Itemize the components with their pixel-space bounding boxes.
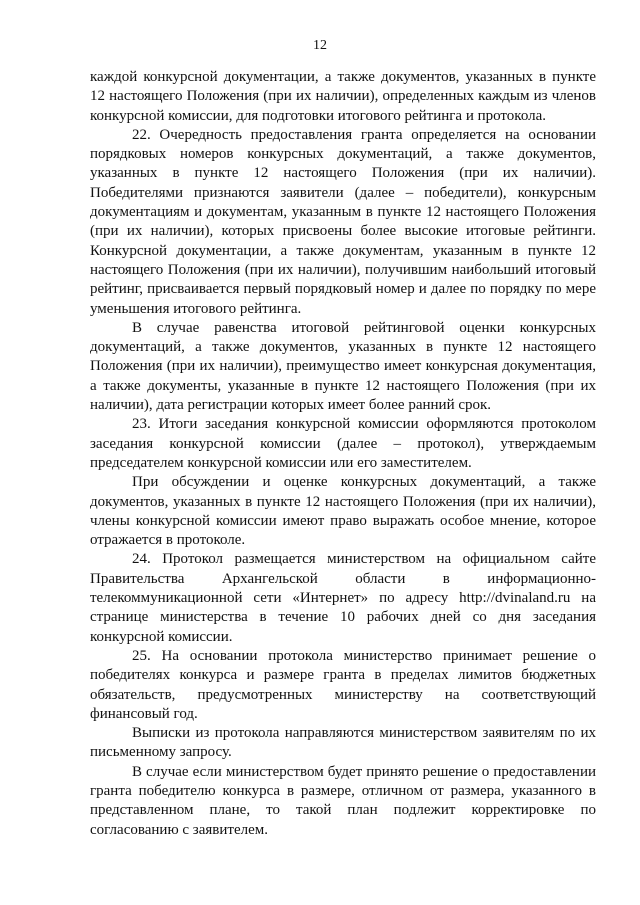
- paragraph-plan-correction: В случае если министерством будет принято решение о предоставлении гранта победителю конкурса в размере, отличном от размера, указанного в представленном плане, то такой план подлежит корректировке по согласованию с заявителем.: [90, 763, 596, 838]
- paragraph-continuation: каждой конкурсной документации, а также документов, указанных в пункте 12 настоящего Положения (при их наличии), определенных каждым из членов конкурсной комиссии, для подготовки итогового рейтинга и протокола.: [90, 69, 596, 124]
- paragraph-protocol-extracts: Выписки из протокола направляются министерством заявителям по их письменному запросу.: [90, 725, 596, 761]
- document-body: [90, 68, 596, 840]
- paragraph-clause-22: 22. Очередность предоставления гранта определяется на основании порядковых номеров конкурсных документаций, а также документов, указанных в пункте 12 настоящего Положения (при их наличии). Победителями признаются заявители (далее – победители), конкурсным документациям и документам, указанным в пункте 12 настоящего Положения (при их наличии), которых присвоены более высокие итоговые рейтинги. Конкурсной документации, а также документам, указанным в пункте 12 настоящего Положения (при их наличии), получившим наибольший итоговый рейтинг, присваивается первый порядковый номер и далее по порядку по мере уменьшения итогового рейтинга.: [90, 126, 596, 317]
- page-number: 12: [313, 38, 327, 53]
- paragraph-clause-23: 23. Итоги заседания конкурсной комиссии оформляются протоколом заседания конкурсной комиссии (далее – протокол), утверждаемым председателем конкурсной комиссии или его заместителем.: [90, 416, 596, 471]
- paragraph-tie-rating: В случае равенства итоговой рейтинговой оценки конкурсных документаций, а также документов, указанных в пункте 12 настоящего Положения (при их наличии), преимущество имеет конкурсная документация, а также документы, указанные в пункте 12 настоящего Положения (при их наличии), дата регистрации которых имеет более ранний срок.: [90, 319, 596, 414]
- paragraph-clause-24: 24. Протокол размещается министерством на официальном сайте Правительства Архангельской области в информационно-телекоммуникационной сети «Интернет» по адресу http://dvinaland.ru на странице министерства в течение 10 рабочих дней со дня заседания конкурсной комиссии.: [90, 551, 596, 645]
- paragraph-special-opinion: При обсуждении и оценке конкурсных документаций, а также документов, указанных в пункте 12 настоящего Положения (при их наличии), члены конкурсной комиссии имеют право выражать особое мнение, которое отражается в протоколе.: [90, 474, 596, 549]
- paragraph-clause-25: 25. На основании протокола министерство принимает решение о победителях конкурса и размере гранта в пределах лимитов бюджетных обязательств, предусмотренных министерству на соответствующий финансовый год.: [90, 647, 596, 722]
